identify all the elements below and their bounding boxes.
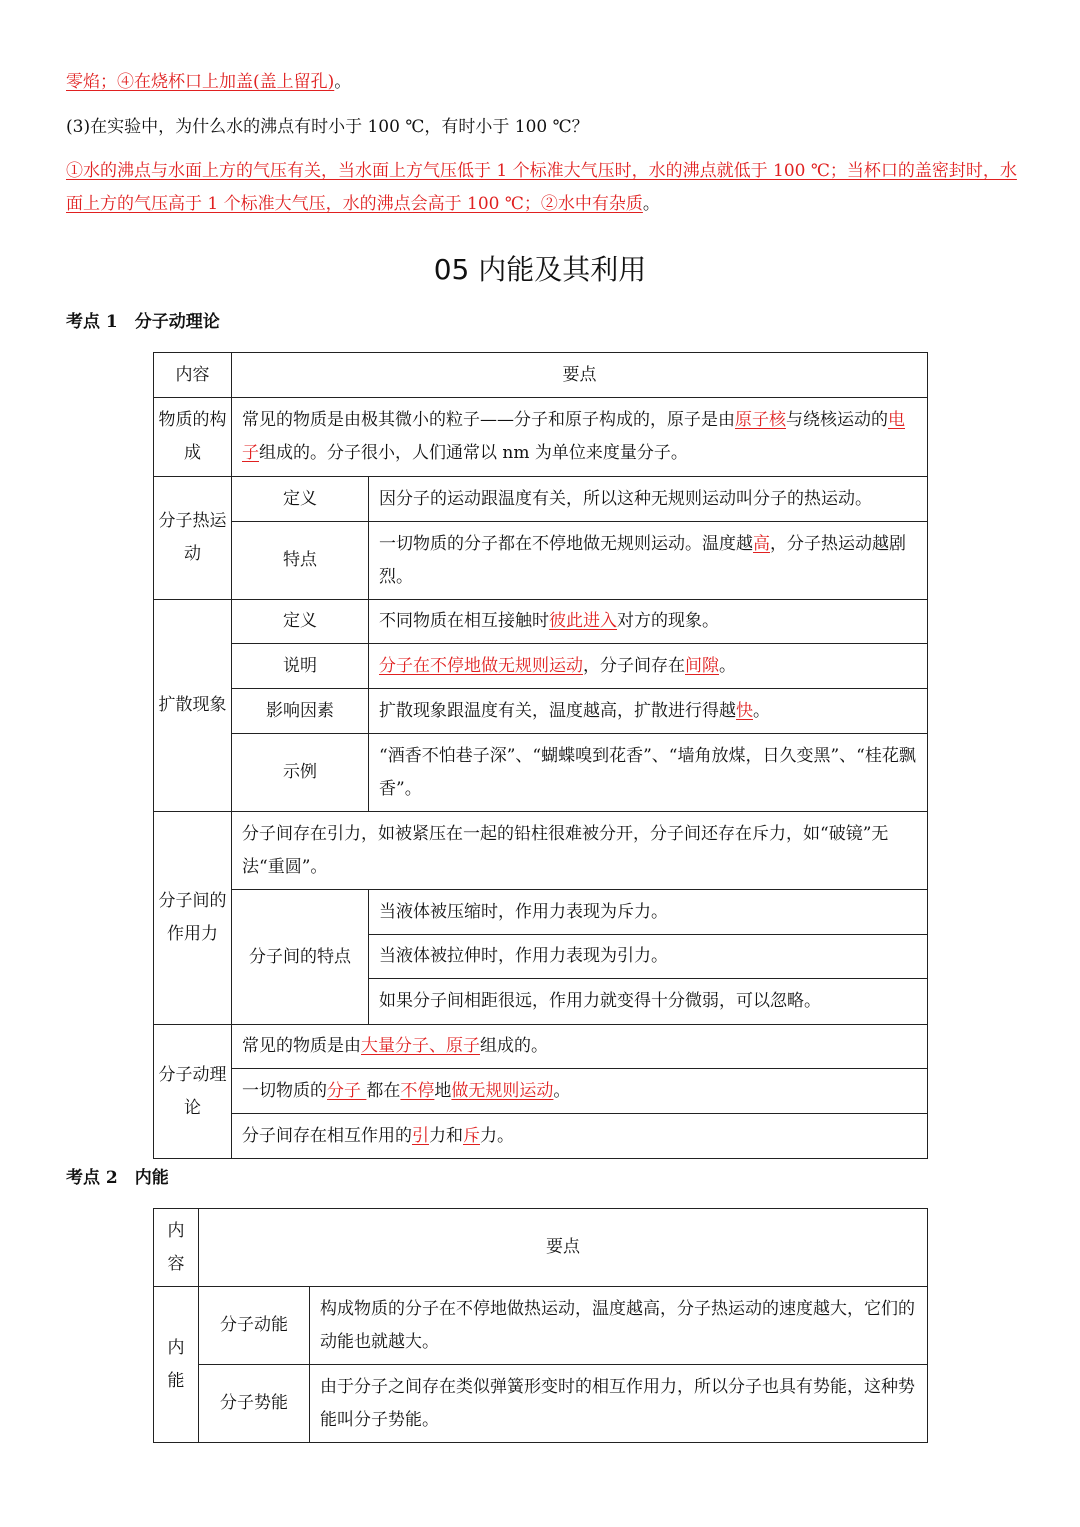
red-answer: 大量分子、原子 xyxy=(361,1036,480,1056)
red-answer: 做无规则运动 xyxy=(451,1080,554,1101)
red-answer: 彼此进入 xyxy=(549,611,617,631)
header-content: 内容 xyxy=(154,353,232,398)
theory-b: 一切物质的分子 都在不停地做无规则运动。 xyxy=(232,1069,928,1114)
red-answer: 原子核 xyxy=(735,410,786,430)
force-text: 分子间存在引力，如被紧压在一起的铅柱很难被分开，分子间还存在斥力，如“破镜”无法“重圆”。 xyxy=(232,812,928,890)
row-label-diffusion: 扩散现象 xyxy=(154,600,232,812)
diffusion-def-text: 不同物质在相互接触时彼此进入对方的现象。 xyxy=(369,600,928,644)
table-molecular-theory xyxy=(153,352,928,1159)
red-answer: 间隙 xyxy=(685,655,719,676)
kaodian-2-heading: 考点 2 内能 xyxy=(66,1168,169,1188)
kinetic-text: 构成物质的分子在不停地做热运动，温度越高，分子热运动的速度越大，它们的动能也就越大。 xyxy=(310,1287,928,1365)
red-answer: 高 xyxy=(753,533,770,554)
chapter-title: 05 内能及其利用 xyxy=(433,253,647,286)
thermal-feat-label: 特点 xyxy=(232,522,369,600)
diffusion-factor-text: 扩散现象跟温度有关，温度越高，扩散进行得越快。 xyxy=(369,689,928,734)
row-label-composition: 物质的构成 xyxy=(154,398,232,477)
force-feat-label: 分子间的特点 xyxy=(232,890,369,1025)
force-feat-1: 当液体被压缩时，作用力表现为斥力。 xyxy=(369,890,928,935)
table-internal-energy xyxy=(153,1208,928,1443)
row-label-internal-energy: 内能 xyxy=(154,1287,199,1443)
header-points: 要点 xyxy=(232,353,928,398)
header-content: 内容 xyxy=(154,1209,199,1287)
potential-text: 由于分子之间存在类似弹簧形变时的相互作用力，所以分子也具有势能，这种势能叫分子势能。 xyxy=(310,1365,928,1443)
diffusion-exp-label: 说明 xyxy=(232,644,369,689)
composition-text: 常见的物质是由极其微小的粒子——分子和原子构成的，原子是由原子核与绕核运动的电子组成的。分子很小，人们通常以 nm 为单位来度量分子。 xyxy=(232,398,928,477)
thermal-def-label: 定义 xyxy=(232,477,369,522)
red-answer: 不停 xyxy=(400,1080,435,1101)
row-label-theory: 分子动理论 xyxy=(154,1025,232,1159)
theory-c: 分子间存在相互作用的引力和斥力。 xyxy=(232,1114,928,1159)
question-3: (3)在实验中，为什么水的沸点有时小于 100 ℃，有时小于 100 ℃？ xyxy=(66,117,589,137)
header-points: 要点 xyxy=(199,1209,928,1287)
kaodian-1-heading: 考点 1 分子动理论 xyxy=(66,312,220,332)
diffusion-exp-text: 分子在不停地做无规则运动，分子间存在间隙。 xyxy=(369,644,928,689)
kinetic-label: 分子动能 xyxy=(199,1287,310,1365)
row-label-force: 分子间的作用力 xyxy=(154,812,232,1025)
diffusion-example-text: “酒香不怕巷子深”、“蝴蝶嗅到花香”、“墙角放煤，日久变黑”、“桂花飘香”。 xyxy=(369,734,928,812)
diffusion-factor-label: 影响因素 xyxy=(232,689,369,734)
red-answer: 斥 xyxy=(463,1125,480,1146)
red-answer: 分子 xyxy=(327,1080,367,1101)
theory-a: 常见的物质是由大量分子、原子组成的。 xyxy=(232,1025,928,1069)
red-answer: 电子 xyxy=(242,410,905,463)
red-answer: 零焰；④在烧杯口上加盖(盖上留孔) xyxy=(66,72,335,92)
thermal-def-text: 因分子的运动跟温度有关，所以这种无规则运动叫分子的热运动。 xyxy=(369,477,928,522)
red-answer: 快 xyxy=(736,700,753,721)
force-feat-2: 当液体被拉伸时，作用力表现为引力。 xyxy=(369,935,928,979)
diffusion-example-label: 示例 xyxy=(232,734,369,812)
red-answer: 引 xyxy=(412,1125,429,1146)
potential-label: 分子势能 xyxy=(199,1365,310,1443)
row-label-thermal-motion: 分子热运动 xyxy=(154,477,232,600)
diffusion-def-label: 定义 xyxy=(232,600,369,644)
thermal-feat-text: 一切物质的分子都在不停地做无规则运动。温度越高，分子热运动越剧烈。 xyxy=(369,522,928,600)
top-line-1: 零焰；④在烧杯口上加盖(盖上留孔)。 xyxy=(66,72,352,92)
answer-3: ①水的沸点与水面上方的气压有关，当水面上方气压低于 1 个标准大气压时，水的沸点就低于 100 ℃；当杯口的盖密封时，水面上方的气压高于 1 个标准大气压，水的沸点会高于 100 ℃；②水中有杂质。 xyxy=(66,161,1017,214)
red-answer: ①水的沸点与水面上方的气压有关，当水面上方气压低于 1 个标准大气压时，水的沸点就低于 100 ℃；当杯口的盖密封时，水面上方的气压高于 1 个标准大气压，水的沸点会高于 100 ℃；②水中有杂质 xyxy=(66,161,1017,214)
force-feat-3: 如果分子间相距很远，作用力就变得十分微弱，可以忽略。 xyxy=(369,979,928,1025)
red-answer: 分子在不停地做无规则运动 xyxy=(379,655,583,676)
